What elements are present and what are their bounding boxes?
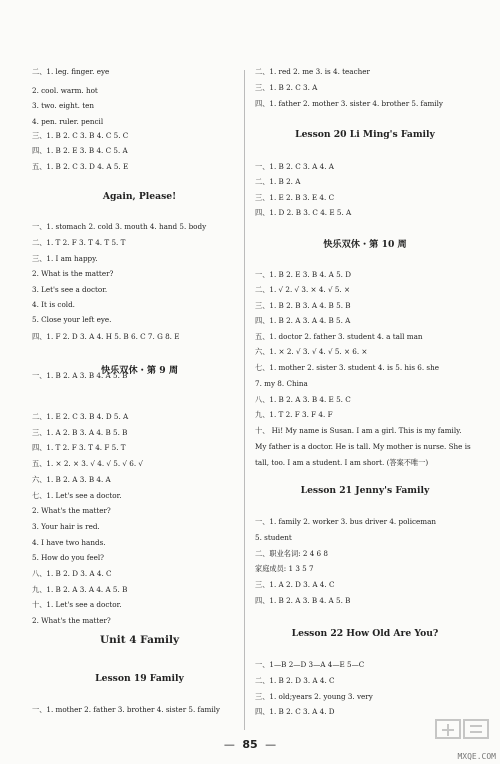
answer-line: 3. two. eight. ten: [32, 101, 94, 110]
page-footer: [0, 738, 500, 751]
answer-line: 二、1. B 2. A: [255, 177, 301, 186]
answer-line: 2. What is the matter?: [32, 269, 114, 278]
footer-dash-left: —: [223, 738, 235, 751]
footer-dash-right: —: [265, 738, 277, 751]
answer-line: 一、1. stomach 2. cold 3. mouth 4. hand 5. body: [32, 222, 207, 231]
answer-line: 五、1. × 2. × 3. √ 4. √ 5. √ 6. √: [32, 459, 144, 468]
answer-line: 三、1. A 2. D 3. A 4. C: [255, 580, 335, 589]
answer-line: 三、1. old;years 2. young 3. very: [255, 692, 373, 701]
answer-line: 一、1. family 2. worker 3. bus driver 4. policeman: [255, 517, 437, 526]
answer-line: 二、1. √ 2. √ 3. × 4. √ 5. ×: [255, 285, 351, 294]
answer-line: 三、1. B 2. C 3. A: [255, 83, 318, 92]
answer-line: 二、1. red 2. me 3. is 4. teacher: [255, 67, 370, 76]
answer-line: 七、1. Let's see a doctor.: [32, 491, 122, 500]
answer-line: 七、1. mother 2. sister 3. student 4. is 5. his 6. she: [255, 363, 440, 372]
answer-line: 二、1. B 2. D 3. A 4. C: [255, 676, 335, 685]
answer-line: 三、1. B 2. B 3. A 4. B 5. B: [255, 301, 351, 310]
answer-line: 一、1—B 2—D 3—A 4—E 5—C: [255, 660, 365, 669]
answer-line: 一、1. mother 2. father 3. brother 4. sister 5. family: [32, 705, 220, 714]
section-heading: 快乐双休・第 9 周: [100, 365, 179, 376]
answer-line: 7. my 8. China: [255, 379, 308, 388]
section-heading: Unit 4 Family: [99, 634, 180, 646]
answer-line: My father is a doctor. He is tall. My mother is nurse. She is: [255, 442, 471, 451]
answer-line: 四、1. B 2. E 3. B 4. C 5. A: [32, 146, 128, 155]
watermark-text: MXQE.COM: [457, 752, 496, 761]
answer-line: 四、1. B 2. A 3. B 4. A 5. B: [255, 596, 351, 605]
answer-line: 一、1. B 2. C 3. A 4. A: [255, 162, 334, 171]
answer-line: 三、1. I am happy.: [32, 254, 98, 263]
answer-line: 4. pen. ruler. pencil: [32, 117, 104, 126]
answer-line: 四、1. B 2. C 3. A 4. D: [255, 707, 335, 716]
section-heading: Lesson 19 Family: [95, 673, 184, 684]
answer-line: 八、1. B 2. D 3. A 4. C: [32, 569, 112, 578]
answer-line: 四、1. F 2. D 3. A 4. H 5. B 6. C 7. G 8. E: [32, 332, 180, 341]
answer-line: 一、1. B 2. A 3. B 4. A 5. B: [32, 371, 128, 380]
answer-line: 三、1. B 2. C 3. B 4. C 5. C: [32, 131, 129, 140]
answer-line: 三、1. A 2. B 3. A 4. B 5. B: [32, 428, 128, 437]
answer-line: 一、1. B 2. E 3. B 4. A 5. D: [255, 270, 351, 279]
answer-line: tall, too. I am a student. I am short. (答案不唯一): [255, 458, 429, 467]
answer-line: 3. Your hair is red.: [32, 522, 100, 531]
answer-line: 二、1. leg. finger. eye: [32, 67, 110, 76]
answer-line: 2. What's the matter?: [32, 506, 111, 515]
answer-line: 十、1. Let's see a doctor.: [32, 600, 122, 609]
page-number: 85: [242, 738, 258, 751]
answer-line: 九、1. T 2. F 3. F 4. F: [255, 410, 333, 419]
answer-line: 5. student: [255, 533, 292, 542]
section-heading: Lesson 22 How Old Are You?: [291, 628, 439, 639]
answer-line: 4. It is cold.: [32, 300, 75, 309]
section-heading: Lesson 21 Jenny's Family: [300, 485, 430, 496]
section-heading: Again, Please!: [102, 191, 177, 202]
answer-line: 5. How do you feel?: [32, 553, 105, 562]
answer-line: 三、1. E 2. B 3. E 4. C: [255, 193, 335, 202]
answer-line: 四、1. father 2. mother 3. sister 4. brother 5. family: [255, 99, 443, 108]
answer-line: 四、1. D 2. B 3. C 4. E 5. A: [255, 208, 352, 217]
answer-line: 九、1. B 2. A 3. A 4. A 5. B: [32, 585, 128, 594]
answer-line: 十、 Hi! My name is Susan. I am a girl. This is my family.: [255, 426, 462, 435]
answer-line: 二、1. T 2. F 3. T 4. T 5. T: [32, 238, 126, 247]
answer-line: 八、1. B 2. A 3. B 4. E 5. C: [255, 395, 351, 404]
section-heading: Lesson 20 Li Ming's Family: [295, 129, 435, 140]
answer-line: 四、1. T 2. F 3. T 4. F 5. T: [32, 443, 126, 452]
answer-line: 二、职业名词: 2 4 6 8: [255, 549, 328, 558]
answer-line: 六、1. B 2. A 3. B 4. A: [32, 475, 111, 484]
answer-line: 四、1. B 2. A 3. A 4. B 5. A: [255, 316, 351, 325]
answer-line: 家庭成员: 1 3 5 7: [255, 564, 314, 573]
answer-line: 六、1. × 2. √ 3. √ 4. √ 5. × 6. ×: [255, 347, 368, 356]
answer-line: 3. Let's see a doctor.: [32, 285, 108, 294]
answer-line: 五、1. doctor 2. father 3. student 4. a tall man: [255, 332, 423, 341]
answer-line: 五、1. B 2. C 3. D 4. A 5. E: [32, 162, 129, 171]
answer-line: 二、1. E 2. C 3. B 4. D 5. A: [32, 412, 129, 421]
answer-line: 2. What's the matter?: [32, 616, 111, 625]
answer-line: 2. cool. warm. hot: [32, 86, 98, 95]
answer-line: 5. Close your left eye.: [32, 315, 112, 324]
section-heading: 快乐双休・第 10 周: [323, 239, 407, 250]
answer-line: 4. I have two hands.: [32, 538, 106, 547]
column-divider: [244, 70, 245, 730]
